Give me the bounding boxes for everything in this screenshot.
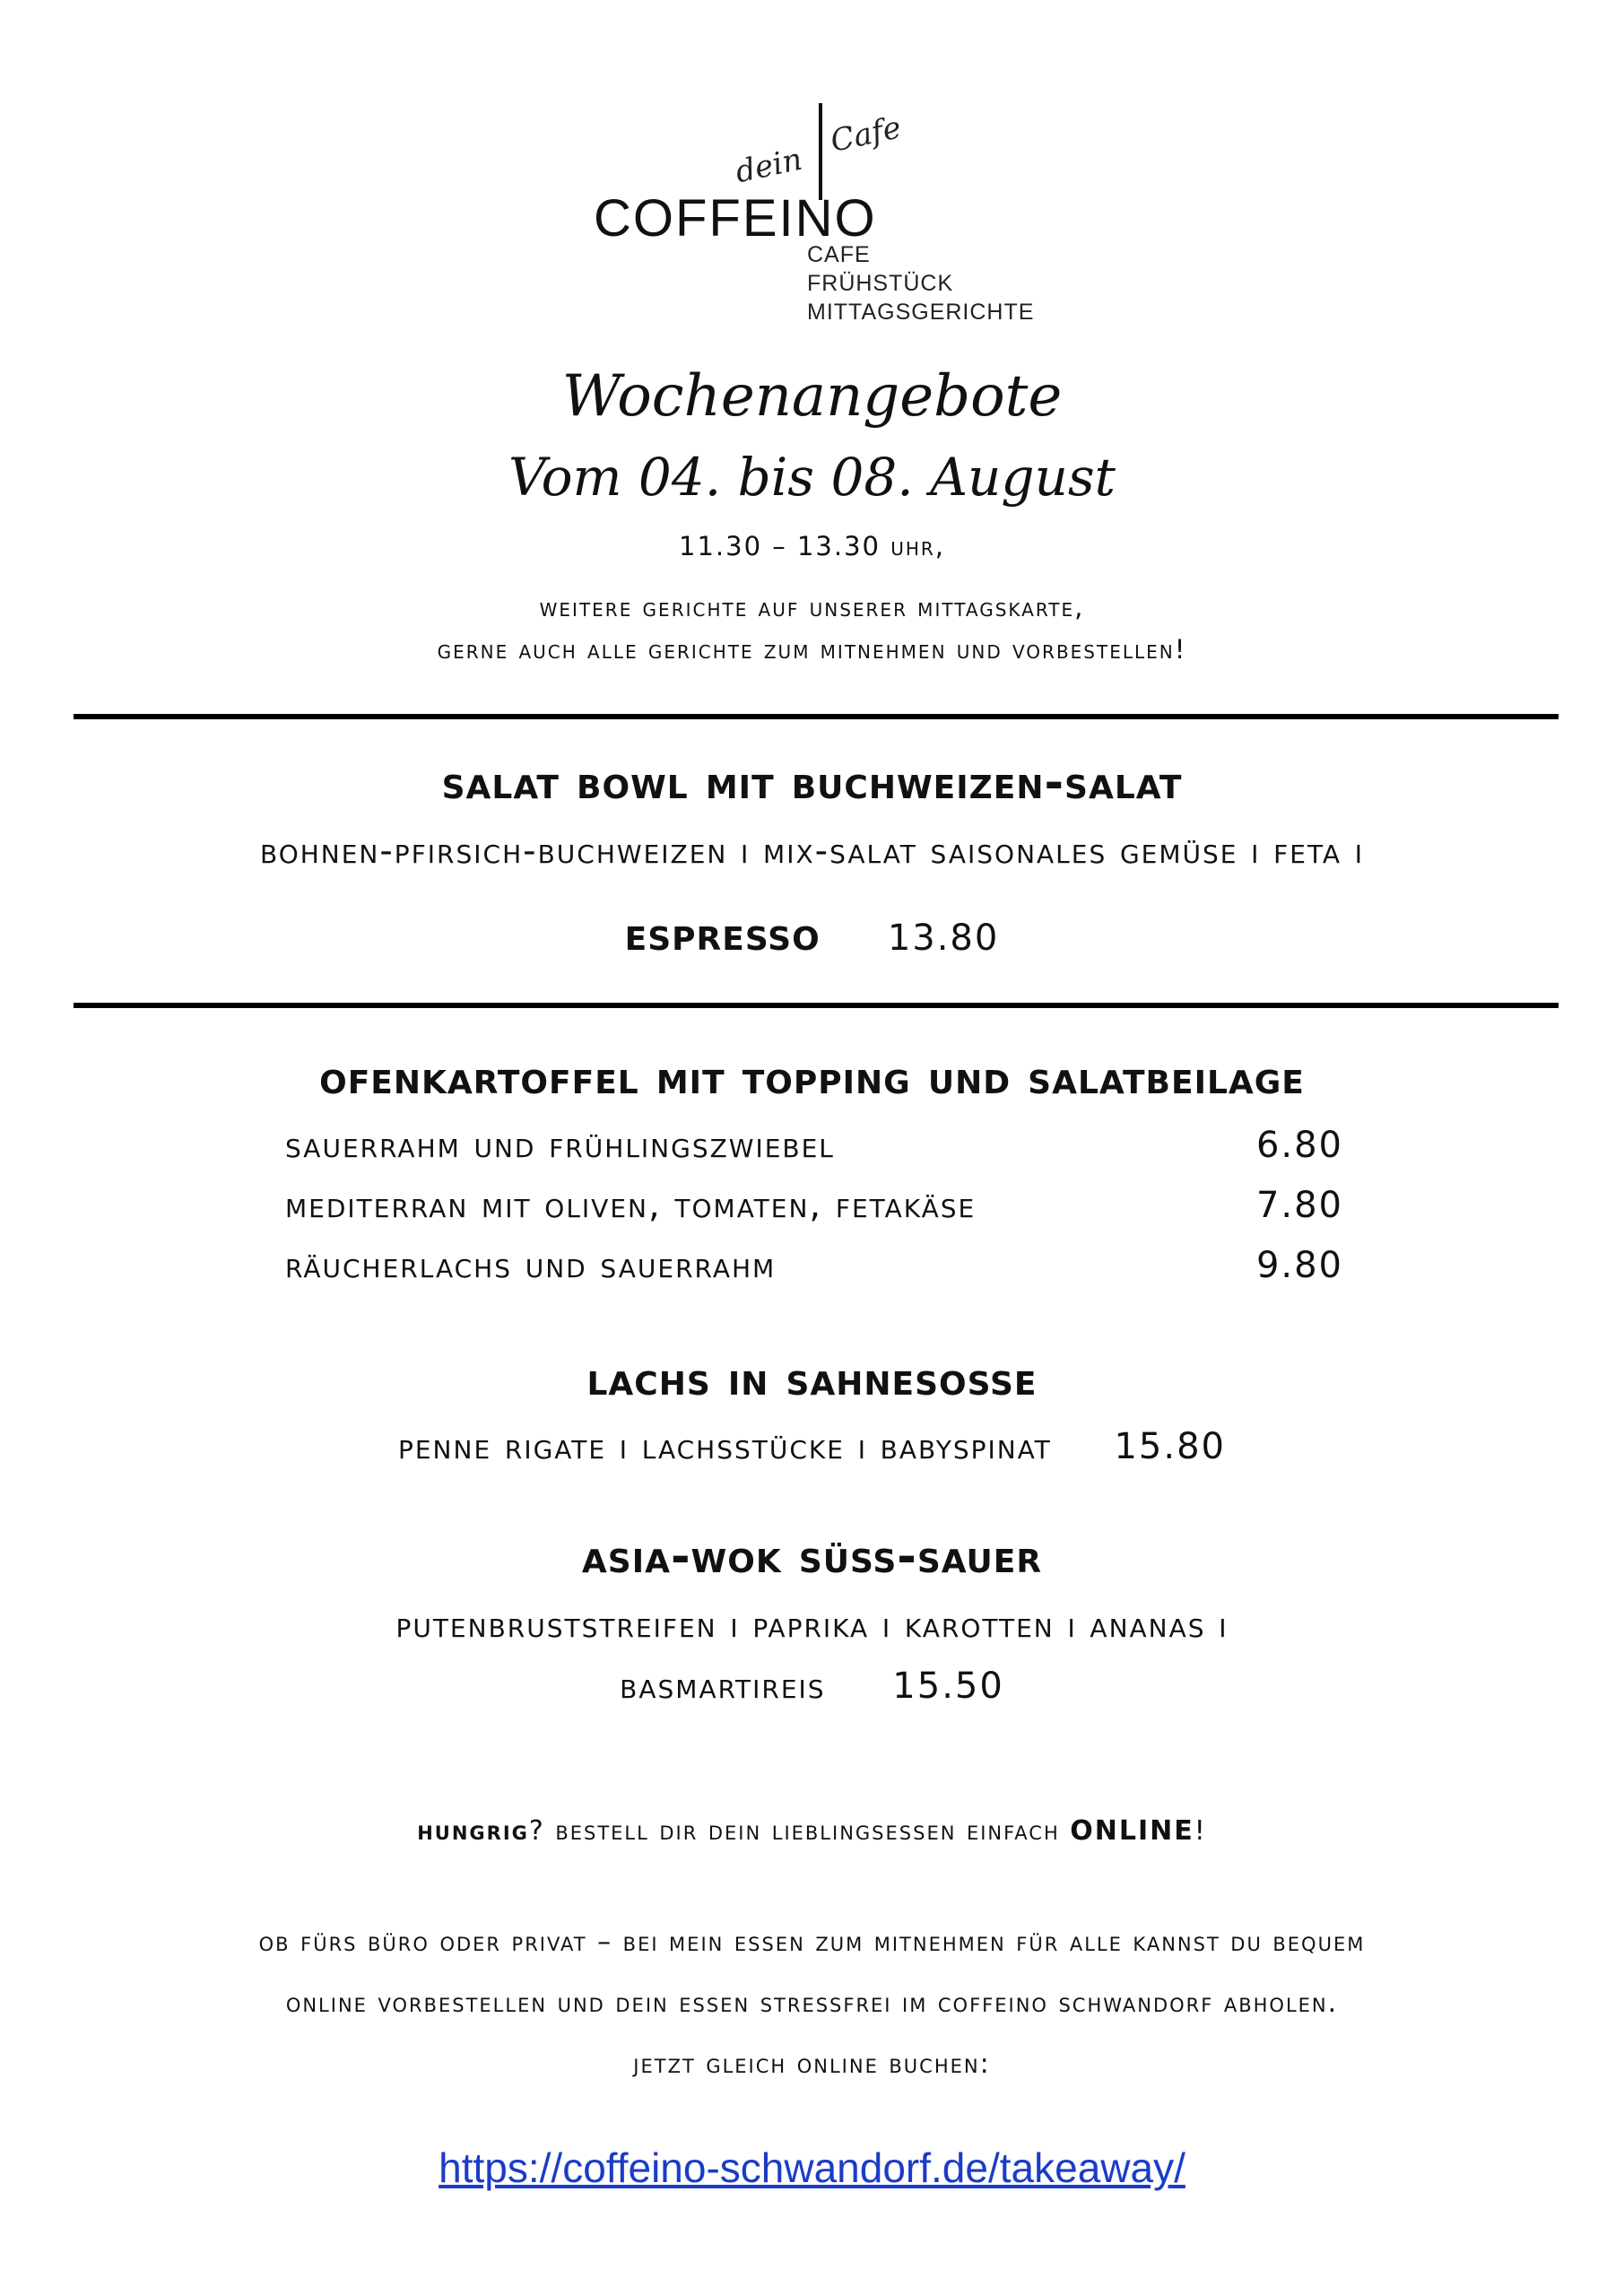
ofenkartoffel-item-3 xyxy=(285,1245,1370,1286)
promo-end-text: ! xyxy=(1194,1815,1207,1847)
lachs-row xyxy=(0,1426,1624,1467)
item-price: 7.80 xyxy=(1255,1185,1343,1226)
takeaway-link-row xyxy=(0,2144,1624,2192)
lachs-price: 15.80 xyxy=(1114,1426,1226,1467)
salat-bowl-drink-row xyxy=(0,908,1624,961)
ofenkartoffel-heading: ofenkartoffel mit topping und salatbeilage xyxy=(319,1051,1305,1105)
logo-divider-bar xyxy=(819,103,822,200)
promo-paragraph-line-1: ob fürs büro oder privat – bei mein essen zum mitnehmen für alle kannst du bequem xyxy=(258,1926,1366,1958)
ofenkartoffel-item-1 xyxy=(285,1125,1370,1166)
espresso-label: espresso xyxy=(624,908,821,961)
salat-bowl-description: bohnen-pfirsich-buchweizen i mix-salat saisonales gemüse i feta i xyxy=(259,831,1364,872)
item-name: sauerrahm und frühlingszwiebel xyxy=(285,1125,835,1166)
asia-wok-row-2 xyxy=(0,1665,1624,1707)
item-price: 6.80 xyxy=(1255,1125,1343,1166)
date-range: Vom 04. bis 08. August xyxy=(508,447,1116,508)
takeaway-link[interactable]: https://coffeino-schwandorf.de/takeaway/ xyxy=(439,2144,1185,2191)
lachs-description: penne rigate i lachsstücke i babyspinat xyxy=(397,1426,1052,1467)
online-label: ONLINE xyxy=(1070,1815,1194,1847)
page-title: Wochenangebote xyxy=(561,363,1063,430)
note-line-2: gerne auch alle gerichte zum mitnehmen und vorbestellen! xyxy=(437,634,1187,665)
note-line-1: weitere gerichte auf unserer mittagskarte, xyxy=(539,592,1085,622)
lachs-heading: lachs in sahnesosse xyxy=(586,1352,1038,1406)
asia-wok-description-line-2: basmartireis xyxy=(620,1665,826,1707)
salat-bowl-heading: salat bowl mit buchweizen-salat xyxy=(441,756,1183,810)
asia-wok-heading: asia-wok süss-sauer xyxy=(581,1530,1043,1584)
opening-hours: 11.30 – 13.30 uhr, xyxy=(679,531,945,561)
ofenkartoffel-item-2 xyxy=(285,1185,1370,1226)
salat-bowl-price: 13.80 xyxy=(887,918,1000,959)
item-price: 9.80 xyxy=(1255,1245,1343,1286)
asia-wok-description-line-1: putenbruststreifen i paprika i karotten i ananas i xyxy=(395,1605,1229,1646)
logo-brand-name: COFFEINO xyxy=(594,189,877,248)
asia-wok-price: 15.50 xyxy=(892,1665,1004,1707)
logo-cafe-script: Cafe xyxy=(827,109,905,160)
item-name: mediterran mit oliven, tomaten, fetakäse xyxy=(285,1185,977,1226)
logo-line-mittagsgerichte: MITTAGSGERICHTE xyxy=(807,300,1035,325)
promo-paragraph-line-3: jetzt gleich online buchen: xyxy=(633,2048,991,2080)
divider-middle xyxy=(74,1003,1559,1008)
logo-line-fruehstueck: FRÜHSTÜCK xyxy=(807,271,954,296)
hungrig-label: hungrig xyxy=(417,1815,529,1847)
coffeino-logo xyxy=(583,99,1049,332)
promo-paragraph-line-2: online vorbestellen und dein essen stressfrei im coffeino schwandorf abholen. xyxy=(285,1987,1339,2019)
promo-hungrig-line xyxy=(0,1815,1624,1847)
item-name: räucherlachs und sauerrahm xyxy=(285,1245,777,1286)
promo-middle-text: ? bestell dir dein lieblingsessen einfach xyxy=(528,1815,1071,1847)
divider-top xyxy=(74,714,1559,719)
logo-line-cafe: CAFE xyxy=(807,242,871,267)
logo-dein-text: dein xyxy=(732,141,806,191)
